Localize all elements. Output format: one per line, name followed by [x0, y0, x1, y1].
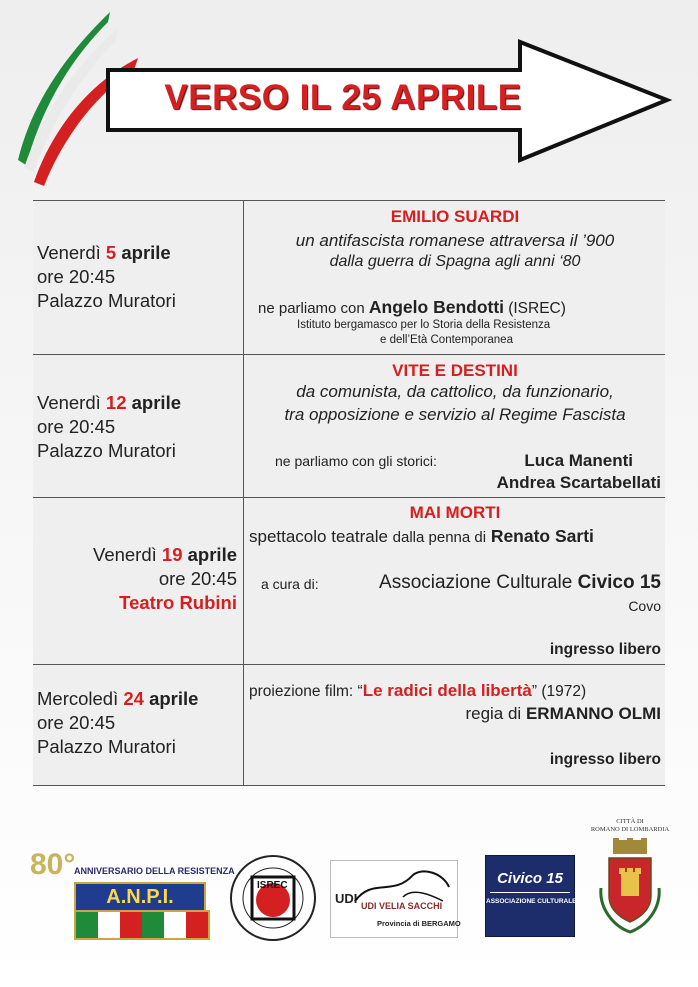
- author-name: Renato Sarti: [490, 526, 594, 546]
- film-line: proiezione film: “Le radici della libertà” (1972): [249, 681, 587, 700]
- event-title: MAI MORTI: [409, 503, 501, 522]
- udi-logo: UDI UDI VELIA SACCHI Provincia di BERGAMO: [330, 860, 458, 938]
- entry-note: ingresso libero: [549, 641, 661, 658]
- civico15-logo: Civico 15 ASSOCIAZIONE CULTURALE: [485, 855, 575, 937]
- event-subtitle-1: da comunista, da cattolico, da funzionario,: [296, 382, 614, 401]
- event-day: Venerdì: [37, 242, 101, 263]
- event-subtitle-2: tra opposizione e servizio al Regime Fascista: [284, 405, 626, 424]
- event-date-block: Venerdì 19 aprile ore 20:45 Teatro Rubini: [93, 544, 237, 613]
- anpi-flag-stripes: [74, 910, 210, 940]
- film-title: Le radici della libertà: [362, 681, 532, 700]
- event-subtitle-1: un antifascista romanese attraversa il ’900: [295, 231, 615, 250]
- org-line-2: e dell’Età Contemporanea: [380, 334, 513, 346]
- city-coat-of-arms-icon: [595, 838, 665, 938]
- speaker-name-1: Luca Manenti: [524, 451, 633, 470]
- event-place: Palazzo Muratori: [37, 290, 176, 311]
- event-month: aprile: [121, 242, 171, 263]
- event-row-3: [33, 497, 665, 664]
- curated-label: a cura di:: [261, 576, 319, 592]
- event-title: EMILIO SUARDI: [390, 207, 520, 226]
- event-day-number: 5: [105, 242, 117, 263]
- event-talk-prefix: ne parliamo con gli storici:: [275, 453, 437, 469]
- event-title: VITE E DESTINI: [392, 361, 518, 380]
- entry-note: ingresso libero: [549, 751, 661, 768]
- event-row-2: [33, 354, 665, 497]
- event-date-block: [37, 241, 237, 313]
- city-logo: CITTÀ DI ROMANO DI LOMBARDIA: [585, 818, 675, 943]
- event-speaker-line: ne parliamo con Angelo Bendotti (ISREC): [258, 297, 566, 317]
- page-title: VERSO IL 25 APRILE: [164, 78, 522, 117]
- director-line: regia di ERMANNO OLMI: [465, 704, 661, 723]
- association-name: Associazione Culturale Civico 15: [379, 572, 661, 593]
- association-place: Covo: [628, 598, 661, 614]
- event-time: ore 20:45: [37, 266, 116, 287]
- event-subtitle-2: dalla guerra di Spagna agli anni ‘80: [329, 253, 581, 270]
- isrec-emblem: [228, 853, 318, 943]
- event-row-1: [33, 200, 665, 354]
- event-description: spettacolo teatrale dalla penna di Renato Sarti: [249, 526, 594, 546]
- speaker-name-2: Andrea Scartabellati: [496, 473, 661, 492]
- events-table: [33, 200, 665, 786]
- org-line-1: Istituto bergamasco per lo Storia della Resistenza: [297, 319, 551, 331]
- isrec-logo: ISREC: [228, 853, 318, 943]
- speaker-name: Angelo Bendotti: [368, 297, 505, 317]
- director-name: ERMANNO OLMI: [525, 704, 661, 723]
- event-date-block: Mercoledì 24 aprile ore 20:45 Palazzo Muratori: [37, 688, 199, 757]
- event-row-4: [33, 664, 665, 786]
- event-date-block: Venerdì 12 aprile ore 20:45 Palazzo Muratori: [37, 392, 181, 461]
- anpi-logo: 80° ANNIVERSARIO DELLA RESISTENZA A.N.P.I.: [30, 848, 205, 940]
